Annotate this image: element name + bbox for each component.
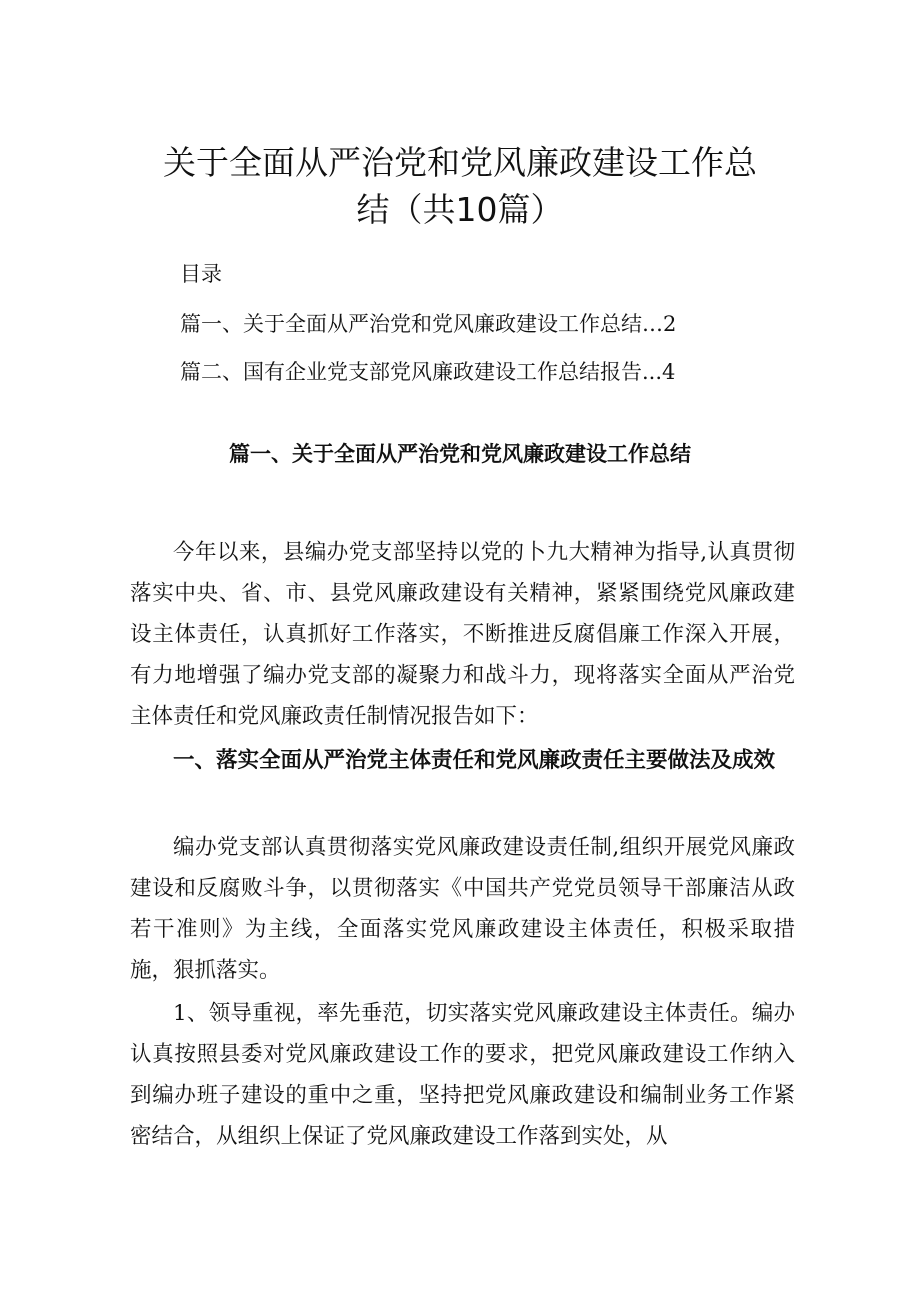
document-title-line-1: 关于全面从严治党和党风廉政建设工作总 — [163, 143, 757, 182]
toc-heading: 目录 — [180, 262, 222, 286]
body-paragraph: 编办党支部认真贯彻落实党风廉政建设责任制,组织开展党风廉政建设和反腐败斗争，以贯彻落实《中国共产党党员领导干部廉洁从政若干准则》为主线，全面落实党风廉政建设主体责任，积极采取措施，狠抓落实。 — [130, 835, 795, 983]
toc-item[interactable]: 篇一、关于全面从严治党和党风廉政建设工作总结…2 — [180, 312, 677, 336]
body-paragraph: 今年以来，县编办党支部坚持以党的卜九大精神为指导,认真贯彻落实中央、省、市、县党风廉政建设有关精神，紧紧围绕党风廉政建设主体责任，认真抓好工作落实，不断推进反腐倡廉工作深入开展，有力地增强了编办党支部的凝聚力和战斗力，现将落实全面从严治党主体责任和党风廉政责任制情况报告如下： — [130, 540, 795, 729]
document-title-line-2: 结（共10篇） — [356, 190, 564, 229]
body-paragraph: 1、领导重视，率先垂范，切实落实党风廉政建设主体责任。编办认真按照县委对党风廉政建设工作的要求，把党风廉政建设工作纳入到编办班子建设的重中之重，坚持把党风廉政建设和编制业务工作紧密结合，从组织上保证了党风廉政建设工作落到实处，从 — [130, 1001, 795, 1149]
section-title: 篇一、关于全面从严治党和党风廉政建设工作总结 — [229, 442, 691, 466]
toc-item[interactable]: 篇二、国有企业党支部党风廉政建设工作总结报告...4 — [180, 360, 676, 384]
subsection-heading: 一、落实全面从严治党主体责任和党风廉政责任主要做法及成效 — [173, 748, 776, 773]
